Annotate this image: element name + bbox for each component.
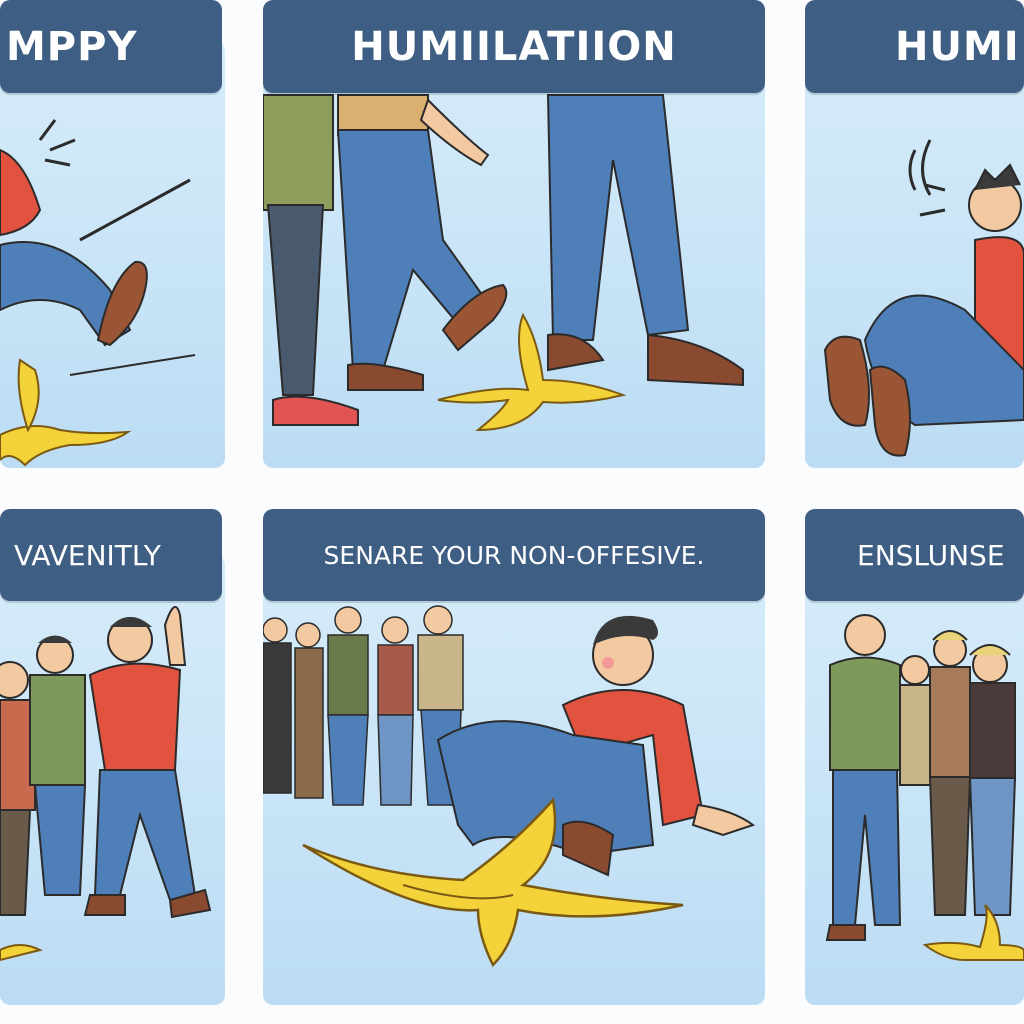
panel-3-illustration — [805, 40, 1024, 468]
panel-2-caption-banner — [263, 0, 765, 93]
panel-1-caption-banner — [0, 0, 222, 93]
panel-4-caption-banner — [0, 509, 222, 601]
panel-6-illustration — [805, 555, 1024, 1005]
panel-2-caption: HUMIILATIION — [351, 23, 677, 70]
panel-2-illustration — [263, 40, 765, 468]
comic-panel-1 — [0, 40, 225, 468]
comic-panel-3 — [805, 40, 1024, 468]
panel-5-caption: SENARE YOUR NON-OFFESIVE. — [323, 540, 705, 570]
panel-3-caption: HUMI — [895, 23, 1020, 70]
panel-5-illustration — [263, 555, 765, 1005]
panel-4-illustration — [0, 555, 225, 1005]
panel-4-caption: VAVENITLY — [14, 538, 161, 572]
panel-6-caption: ENSLUNSE — [857, 538, 1005, 572]
panel-5-caption-banner — [263, 509, 765, 601]
comic-panel-6 — [805, 555, 1024, 1005]
panel-1-illustration — [0, 40, 225, 468]
panel-1-caption: MPPY — [6, 23, 138, 70]
comic-panel-2 — [263, 40, 765, 468]
panel-6-caption-banner — [805, 509, 1024, 601]
comic-panel-4 — [0, 555, 225, 1005]
comic-panel-5 — [263, 555, 765, 1005]
panel-3-caption-banner — [805, 0, 1024, 93]
